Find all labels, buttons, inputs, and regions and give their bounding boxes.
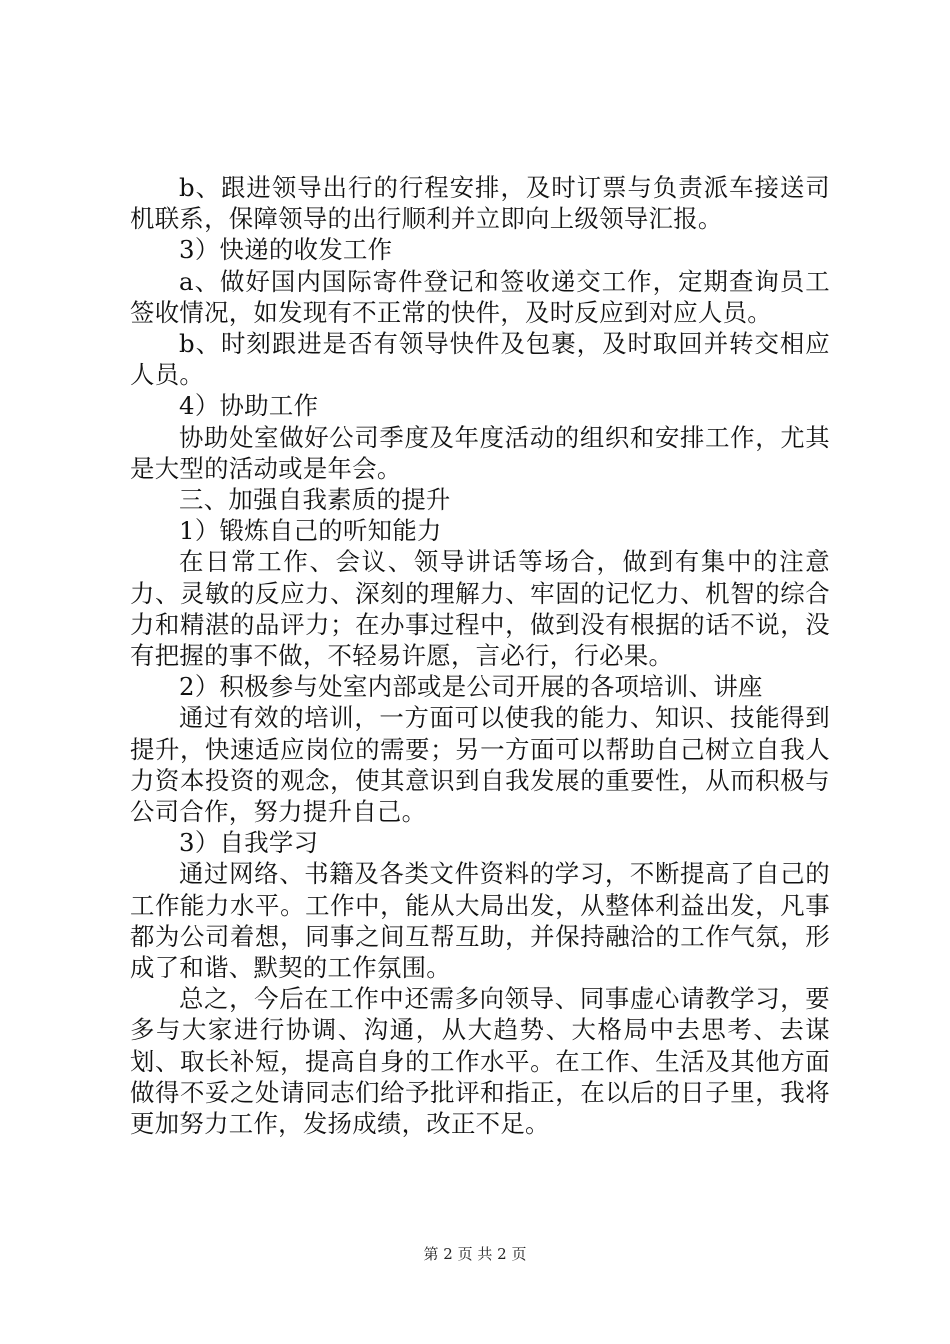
section-heading: 3）自我学习 xyxy=(179,828,319,858)
paragraph: 在日常工作、会议、领导讲话等场合，做到有集中的注意力、灵敏的反应力、深刻的理解力、牢固的记忆力、机智的综合力和精湛的品评力；在办事过程中，做到没有根据的话不说，没有把握的事不做，不轻易许愿，言必行，行必果。 xyxy=(130,547,830,671)
chapter-heading: 三、加强自我素质的提升 xyxy=(179,485,451,515)
paragraph: b、跟进领导出行的行程安排，及时订票与负责派车接送司机联系，保障领导的出行顺利并立即向上级领导汇报。 xyxy=(130,173,830,234)
paragraph: a、做好国内国际寄件登记和签收递交工作，定期查询员工签收情况，如发现有不正常的快件，及时反应到对应人员。 xyxy=(130,266,830,327)
page-footer: 第 2 页 共 2 页 xyxy=(423,1245,527,1263)
section-heading: 2）积极参与处室内部或是公司开展的各项培训、讲座 xyxy=(179,672,763,702)
paragraph: 通过网络、书籍及各类文件资料的学习，不断提高了自己的工作能力水平。工作中，能从大局出发，从整体利益出发，凡事都为公司着想，同事之间互帮互助，并保持融洽的工作气氛，形成了和谐、默契的工作氛围。 xyxy=(130,859,830,983)
paragraph: b、时刻跟进是否有领导快件及包裹，及时取回并转交相应人员。 xyxy=(130,329,830,390)
paragraph: 总之，今后在工作中还需多向领导、同事虚心请教学习，要多与大家进行协调、沟通，从大趋势、大格局中去思考、去谋划、取长补短，提高自身的工作水平。在工作、生活及其他方面做得不妥之处请同志们给予批评和指正，在以后的日子里，我将更加努力工作，发扬成绩，改正不足。 xyxy=(130,984,830,1139)
section-heading: 1）锻炼自己的听知能力 xyxy=(179,516,442,546)
section-heading: 4）协助工作 xyxy=(179,391,319,421)
paragraph: 通过有效的培训，一方面可以使我的能力、知识、技能得到提升，快速适应岗位的需要；另一方面可以帮助自己树立自我人力资本投资的观念，使其意识到自我发展的重要性，从而积极与公司合作，努力提升自己。 xyxy=(130,703,830,827)
document-body xyxy=(130,172,830,1139)
paragraph: 协助处室做好公司季度及年度活动的组织和安排工作，尤其是大型的活动或是年会。 xyxy=(130,422,830,483)
section-heading: 3）快递的收发工作 xyxy=(179,235,393,265)
